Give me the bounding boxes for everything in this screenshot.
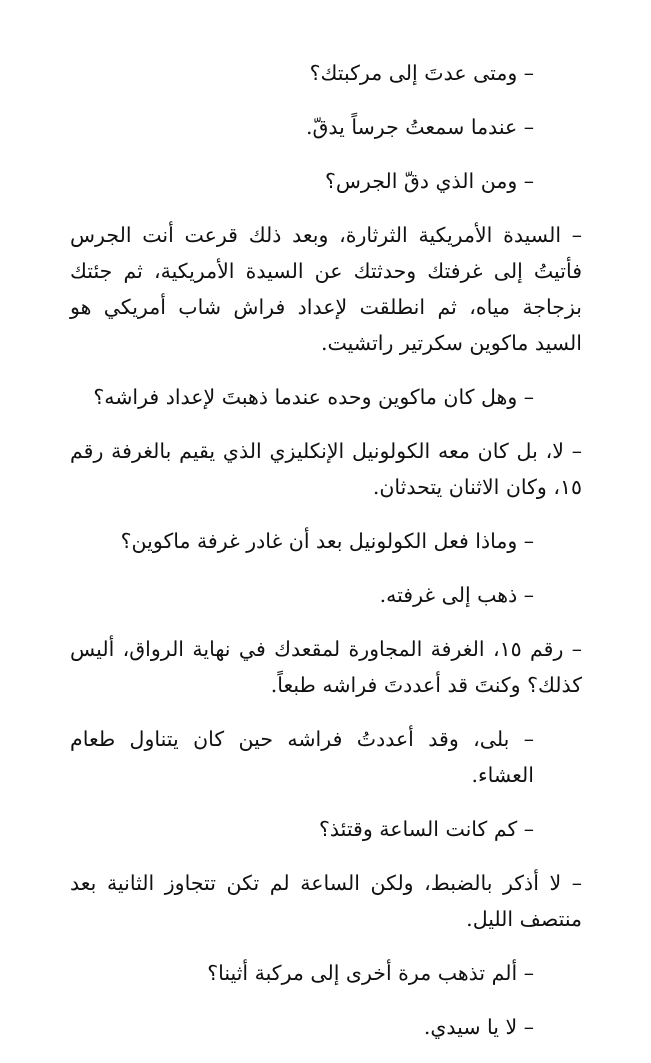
dialogue-line: – وماذا فعل الكولونيل بعد أن غادر غرفة ماكوين؟	[120, 529, 534, 553]
dialogue-line: – لا أذكر بالضبط، ولكن الساعة لم تكن تتجاوز الثانية بعد منتصف الليل.	[70, 871, 582, 931]
dialogue-line: – ومن الذي دقّ الجرس؟	[325, 169, 534, 193]
dialogue-line: – رقم ١٥، الغرفة المجاورة لمقعدك في نهاية الرواق، أليس كذلك؟ وكنتَ قد أعددتَ فراشه طبعاً.	[70, 637, 582, 697]
dialogue-line: – عندما سمعتُ جرساً يدقّ.	[305, 115, 534, 139]
book-page	[70, 55, 582, 1063]
dialogue-line: – كم كانت الساعة وقتئذ؟	[319, 817, 534, 841]
dialogue-line: – بلى، وقد أعددتُ فراشه حين كان يتناول طعام العشاء.	[70, 727, 534, 787]
dialogue-line: – لا، بل كان معه الكولونيل الإنكليزي الذي يقيم بالغرفة رقم ١٥، وكان الاثنان يتحدثان.	[70, 439, 582, 499]
dialogue-line: – ألم تذهب مرة أخرى إلى مركبة أثينا؟	[207, 961, 534, 985]
dialogue-line: – ومتى عدتَ إلى مركبتك؟	[309, 61, 534, 85]
dialogue-line: – وهل كان ماكوين وحده عندما ذهبتَ لإعداد فراشه؟	[93, 385, 534, 409]
dialogue-line: – ذهب إلى غرفته.	[379, 583, 534, 607]
dialogue-line: – لا يا سيدي.	[423, 1015, 534, 1039]
dialogue-line: – السيدة الأمريكية الثرثارة، وبعد ذلك قرعت أنت الجرس فأتيتُ إلى غرفتك وحدثتك عن السيدة الأمريكية، ثم جئتك بزجاجة مياه، ثم انطلقت لإعداد فراش شاب أمريكي هو السيد ماكوين سكرتير راتشيت.	[70, 223, 582, 355]
